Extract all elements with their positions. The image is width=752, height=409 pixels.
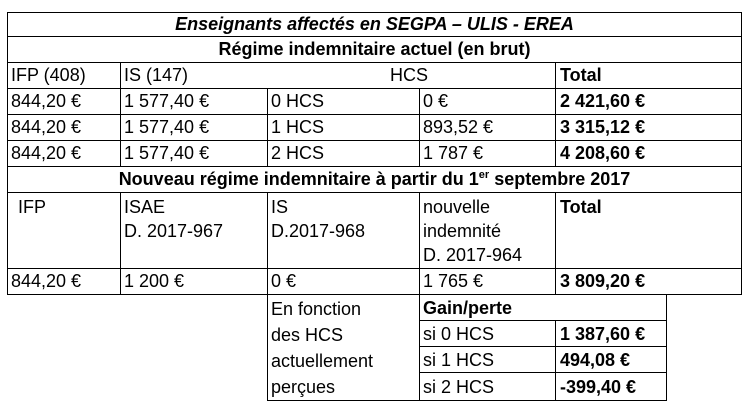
cell-ifp: 844,20 € [11,271,82,291]
comparison-value: 494,08 € [560,350,631,370]
header-new-indemnity: indemnité [423,221,502,241]
rule [267,88,268,166]
rule [120,62,121,166]
comparison-label: En fonction [271,299,362,319]
rule [419,294,420,401]
cell-is: 1 577,40 € [124,143,210,163]
comparison-case: si 0 HCS [423,324,495,344]
rule [555,192,556,294]
header-new-indemnity: nouvelle [423,197,491,217]
header-ifp: IFP [18,197,47,217]
cell-is: 1 577,40 € [124,91,210,111]
rule [7,88,742,89]
heading-text: Nouveau régime indemnitaire à partir du 1 [118,169,479,189]
header-ifp: IFP (408) [11,65,86,85]
section-heading [7,168,742,190]
cell-ifp: 844,20 € [11,91,82,111]
header-is-decree: D.2017-968 [271,221,366,241]
cell-isae: 1 200 € [124,271,185,291]
cell-hcs-label: 2 HCS [271,143,325,163]
rule [120,192,121,294]
header-is: IS (147) [124,65,189,85]
rule [419,346,667,347]
rule [419,320,667,321]
rule [7,140,742,141]
header-total: Total [560,65,602,85]
header-is: IS [271,197,289,217]
cell-ifp: 844,20 € [11,143,82,163]
header-hcs: HCS [390,65,429,85]
rule [555,320,556,401]
rule [7,192,742,193]
ordinal-suffix: er [478,169,490,181]
cell-total: 3 315,12 € [560,117,646,137]
header-total: Total [560,197,602,217]
cell-ifp: 844,20 € [11,117,82,137]
rule [267,192,268,294]
rule [7,114,742,115]
cell-hcs-label: 1 HCS [271,117,325,137]
rule [7,62,742,63]
rule [7,294,742,295]
comparison-case: si 2 HCS [423,377,495,397]
rule [419,88,420,166]
cell-hcs-value: 893,52 € [423,117,494,137]
rule [419,192,420,294]
gain-loss-header: Gain/perte [423,298,513,318]
rule [7,268,742,269]
header-isae: ISAE [124,197,166,217]
rule [666,294,667,401]
comparison-case: si 1 HCS [423,350,495,370]
rule [267,400,667,401]
comparison-value: 1 387,60 € [560,324,646,344]
rule [267,294,268,401]
header-new-indemnity-decree: D. 2017-964 [423,245,523,265]
cell-is: 0 € [271,271,297,291]
comparison-label: des HCS [271,325,344,345]
heading-text: septembre 2017 [489,169,631,189]
rule [419,372,667,373]
cell-hcs-label: 0 HCS [271,91,325,111]
comparison-label: actuellement [271,351,374,371]
cell-is: 1 577,40 € [124,117,210,137]
cell-new-indemnity: 1 765 € [423,271,484,291]
comparison-label: perçues [271,377,336,397]
cell-total: 2 421,60 € [560,91,646,111]
rule [7,166,742,167]
cell-total: 3 809,20 € [560,271,646,291]
section-heading: Régime indemnitaire actuel (en brut) [218,39,531,59]
rule [555,62,556,166]
comparison-value: -399,40 € [560,377,637,397]
cell-hcs-value: 1 787 € [423,143,484,163]
header-isae-decree: D. 2017-967 [124,221,224,241]
cell-hcs-value: 0 € [423,91,449,111]
rule [7,36,742,37]
cell-total: 4 208,60 € [560,143,646,163]
table-title: Enseignants affectés en SEGPA – ULIS - EREA [175,14,574,34]
